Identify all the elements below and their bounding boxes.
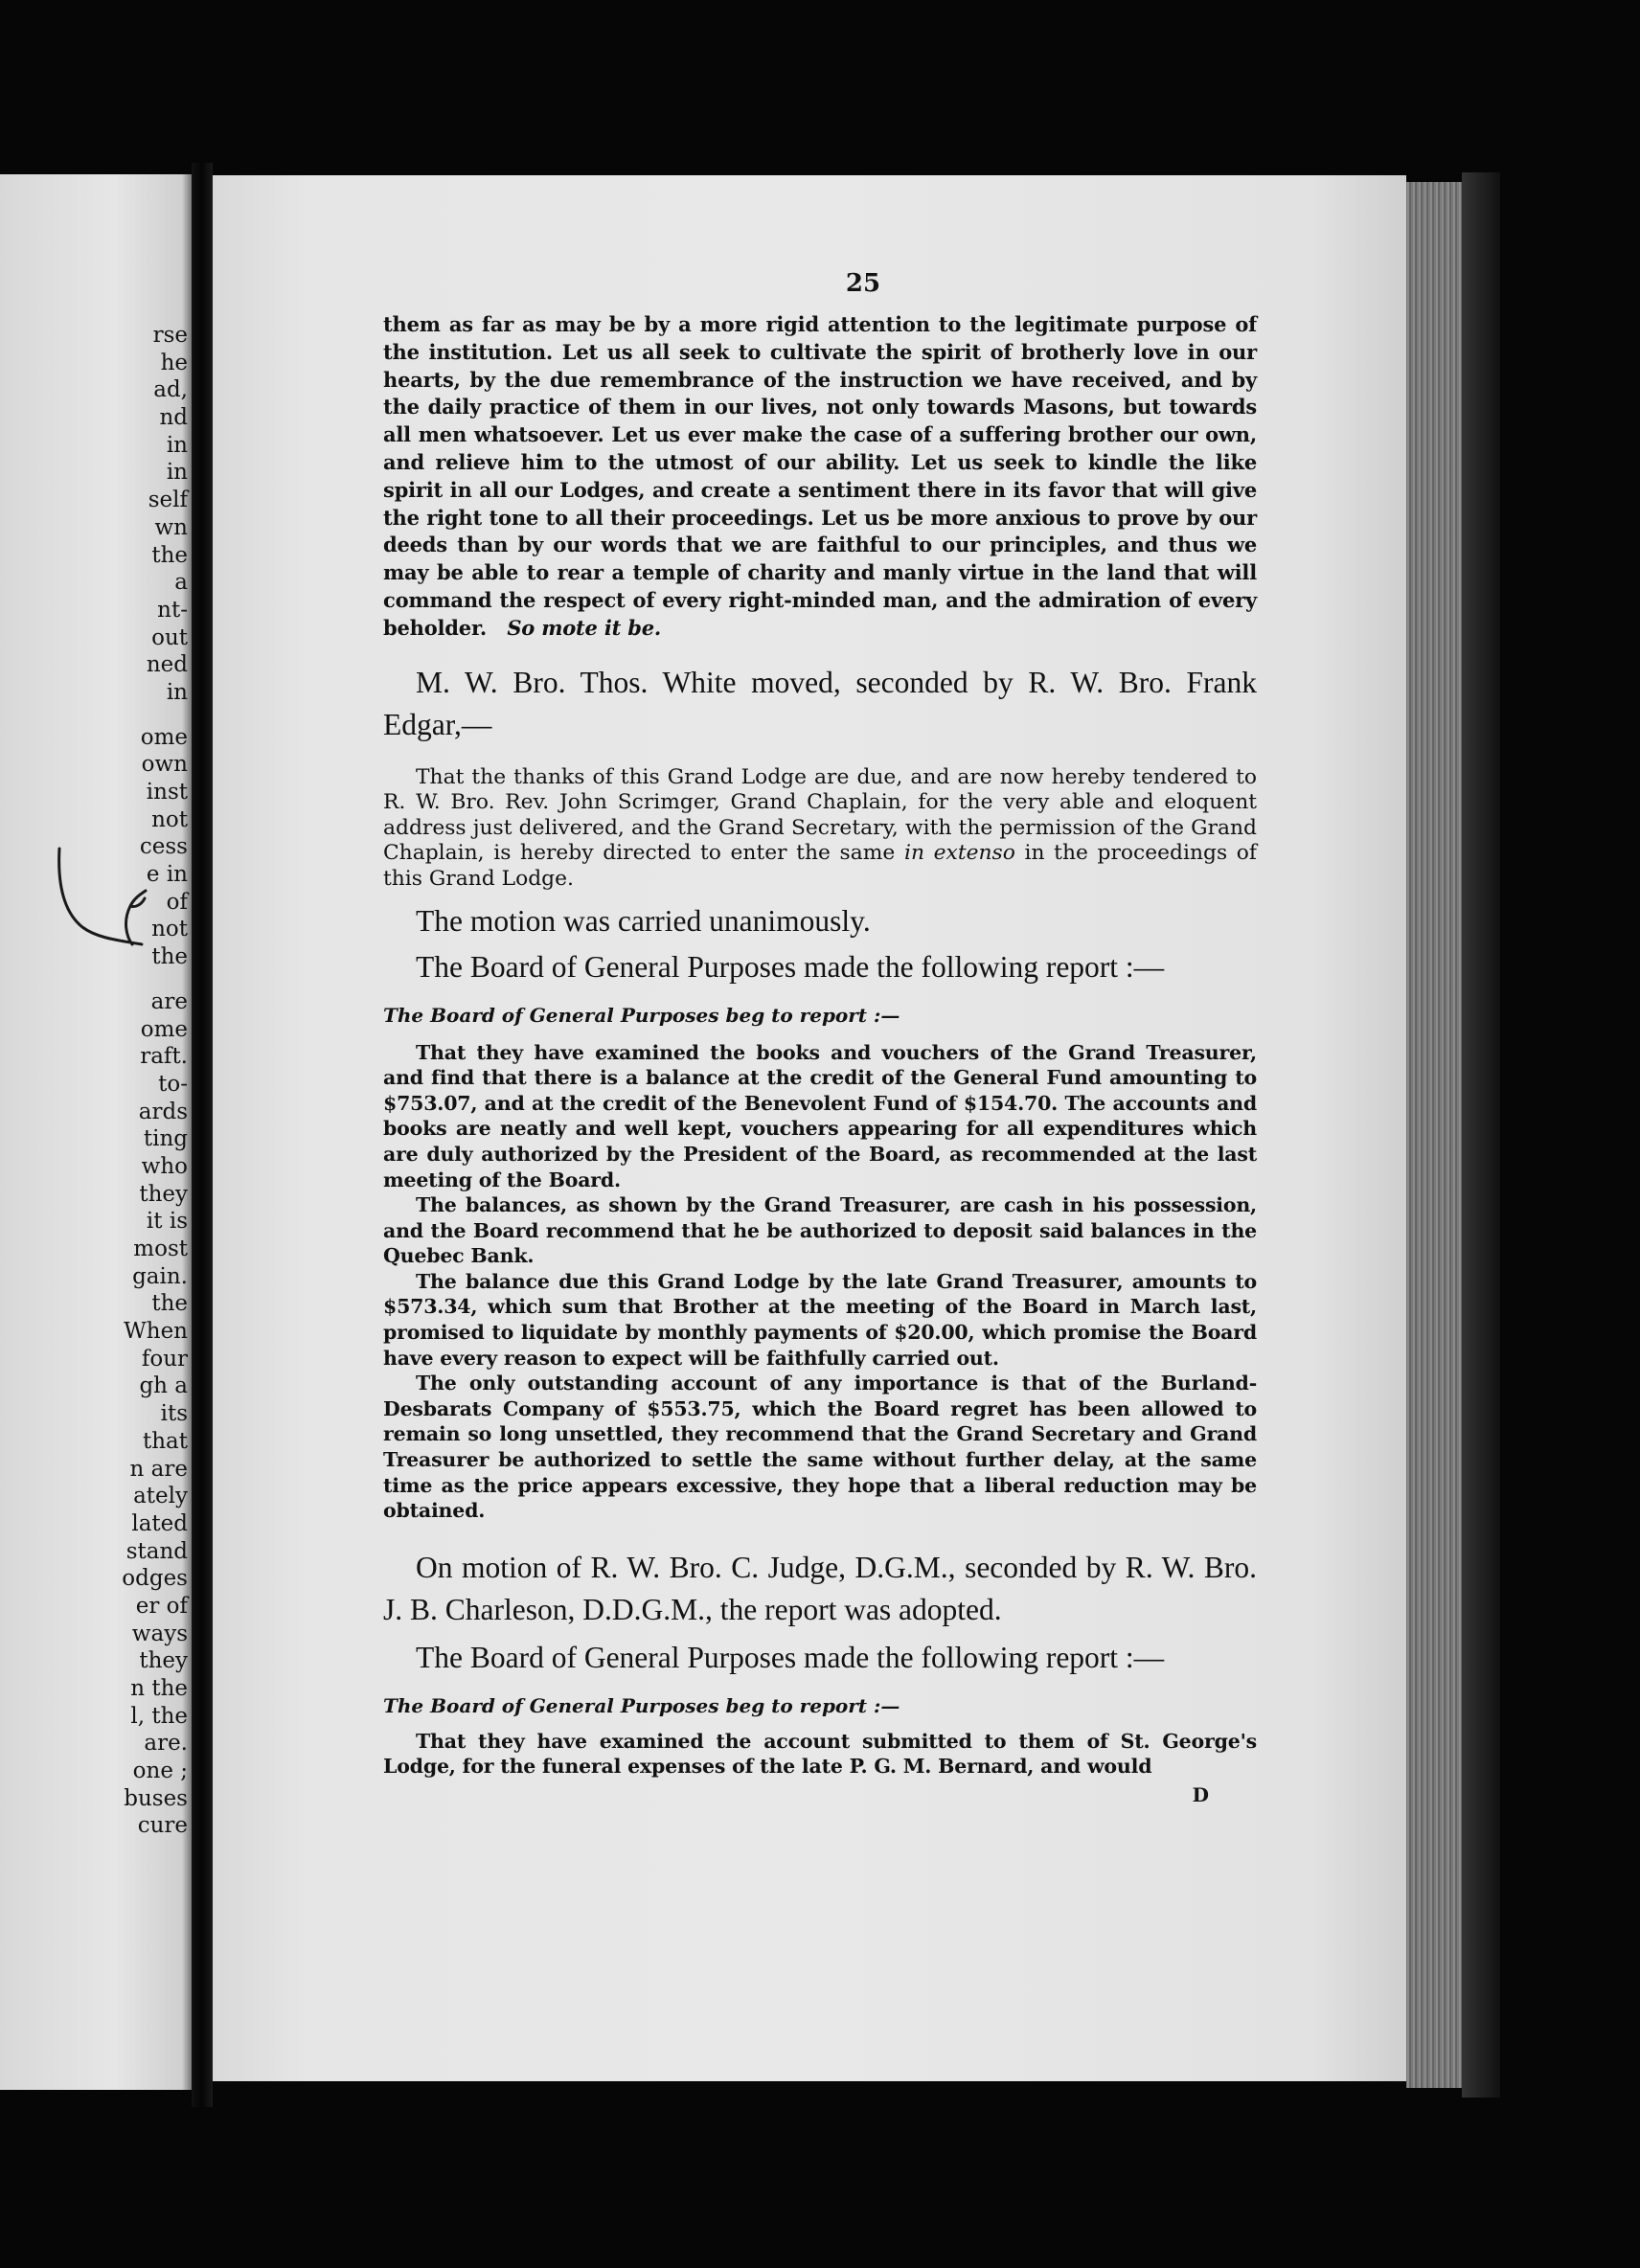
left-page-fragment: he [160,350,188,375]
left-page-fragment: n the [130,1676,188,1701]
left-page-text-fragments [6,322,188,1840]
left-page-fragment: own [141,752,188,778]
left-page-fragment: they [139,1648,188,1674]
left-page-fragment: to- [158,1071,188,1097]
left-page-fragment: ways [131,1621,188,1646]
left-page-fragment: self [148,488,188,513]
left-page-fragment: the [151,944,188,970]
left-page-fragment: a [174,570,188,596]
thanks-resolution [383,765,1257,893]
resolution-text-before: That the thanks of this Grand Lodge are due, and are now hereby tendered to R. W. Bro. Rev. John Scrimger, Grand Chaplain, for the very able and eloquent address just delivered, and the Grand Secretary, with the permission of the Grand Chaplain, is hereby directed to enter the same [383,764,1257,866]
right-page [213,175,1406,2081]
left-page-fragment: they [139,1181,188,1207]
left-page-fragment: ad, [153,377,188,403]
board-report-body [383,1040,1257,1524]
left-page-fragment: in [166,432,188,458]
left-page-fragment: ards [138,1099,188,1124]
left-page-fragment: the [151,1291,188,1317]
left-page-fragment: most [133,1236,188,1261]
board-report-heading-2: The Board of General Purposes made the following report :— [416,1640,1165,1674]
left-page-fragment: stand [125,1538,188,1564]
left-page-fragment: four [141,1346,188,1372]
report-paragraph: The balance due this Grand Lodge by the late Grand Treasurer, amounts to $573.34, which sum that Brother at the meeting of the Board in March last, promised to liquidate by monthly payments of $20.00, which promise the Board have every reason to expect will be faithfully carried out. [383,1269,1257,1370]
left-page-fragment: the [151,542,188,568]
left-page-fragment: it is [146,1209,188,1235]
left-page-fragment: not [151,917,188,942]
left-page-fragment: ome [140,1016,188,1042]
page-content [383,269,1257,1806]
left-facing-page [0,174,192,2090]
left-page-fragment: l, the [130,1703,188,1729]
signature-mark: D [1192,1783,1209,1806]
left-page-fragment: its [160,1401,188,1427]
left-page-fragment: e in [146,862,188,888]
address-text: them as far as may be by a more rigid attention to the legitimate purpose of the institution. Let us all seek to cultivate the spirit of brotherly love in our hearts, by the due remembrance of the instruction we have received, and by the daily practice of them in our lives, not only towards Masons, but towards all men whatsoever. Let us ever make the case of a suffering brother our own, and relieve him to the utmost of our ability. Let us seek to kindle the like spirit in all our Lodges, and create a sentiment there in its favor that will give the right tone to all their proceedings. Let us be more anxious to prove by our deeds than by our words that we are faithful to our principles, and thus we may be able to rear a temple of charity and manly virtue in the land that will command the respect of every right-minded man, and the admiration of every beholder. [383,312,1257,640]
board-report-heading-1: The Board of General Purposes made the following report :— [416,949,1165,984]
report-paragraph: That they have examined the books and vouchers of the Grand Treasurer, and find that there is a balance at the credit of the General Fund amounting to $753.07, and at the credit of the Benevolent Fund of $154.70. The accounts and books are neatly and well kept, vouchers appearing for all expenditures which are duly authorized by the President of the Board, as recommended at the last meeting of the Board. [383,1040,1257,1191]
left-page-fragment: who [141,1153,188,1179]
left-page-fragment: rse [152,323,188,348]
page-number: 25 [845,269,881,298]
report-paragraph: The balances, as shown by the Grand Treasurer, are cash in his possession, and the Board recommend that he be authorized to deposit said balances in the Quebec Bank. [383,1193,1257,1268]
left-page-fragment: nt- [157,597,188,623]
left-page-fragment: ned [146,652,188,678]
left-page-fragment: lated [131,1510,188,1536]
board-subhead-1: The Board of General Purposes beg to report :— [383,1003,900,1027]
left-page-fragment: wn [154,514,188,540]
left-page-fragment: cure [137,1813,188,1839]
book-cover-edge [1462,172,1500,2098]
report-paragraph: The only outstanding account of any importance is that of the Burland-Desbarats Company of $553.75, which the Board regret has been allowed to remain so long unsettled, they recommend that the Grand Secretary and Grand Treasurer be authorized to settle the same without further delay, at the same time as the price appears excessive, they hope that a liberal reduction may be obtained. [383,1372,1257,1523]
motion-intro: M. W. Bro. Thos. White moved, seconded by R. W. Bro. Frank Edgar,— [383,665,1257,741]
book-gutter [192,163,213,2107]
left-page-fragment: When [124,1319,188,1345]
left-page-fragment: buses [124,1785,188,1811]
resolution-italic-term: in extenso [903,841,1015,866]
left-page-fragment: odges [122,1566,188,1592]
left-page-fragment: one ; [132,1758,188,1784]
left-page-fragment: n are [129,1456,188,1482]
left-page-fragment: gh a [139,1373,188,1399]
left-page-fragment: cess [139,834,188,860]
funeral-account-paragraph: That they have examined the account submitted to them of St. George's Lodge, for the funeral expenses of the late P. G. M. Bernard, and would [383,1729,1257,1779]
left-page-fragment: er of [135,1593,188,1619]
left-page-fragment: are [150,988,188,1014]
resolution-text-after: in the proceedings of this Grand Lodge. [383,841,1257,891]
left-page-fragment: ting [143,1126,188,1152]
left-page-fragment: not [151,806,188,832]
left-page-fragment: ome [140,724,188,750]
left-page-fragment: nd [159,405,188,431]
left-page-fragment: gain. [132,1263,188,1289]
left-page-fragment: of [166,889,188,915]
left-page-fragment: are. [144,1731,188,1757]
left-page-fragment: ately [133,1484,188,1509]
left-page-fragment: in [166,460,188,486]
address-closing-paragraph [383,311,1257,643]
stacked-page-edges [1406,182,1462,2088]
left-page-fragment [6,707,188,724]
left-page-fragment: inst [146,780,188,805]
so-mote-it-be: So mote it be. [507,615,661,640]
left-page-fragment: in [166,679,188,705]
motion-carried: The motion was carried unanimously. [416,903,871,938]
adoption-motion: On motion of R. W. Bro. C. Judge, D.G.M., seconded by R. W. Bro. J. B. Charleson, D.D.G.M., the report was adopted. [383,1550,1257,1626]
left-page-fragment: raft. [140,1044,188,1070]
left-page-fragment [6,971,188,988]
left-page-fragment: out [151,624,188,650]
left-page-fragment: that [142,1428,188,1454]
board-subhead-2: The Board of General Purposes beg to report :— [383,1693,900,1717]
handwritten-pen-mark [54,845,149,950]
